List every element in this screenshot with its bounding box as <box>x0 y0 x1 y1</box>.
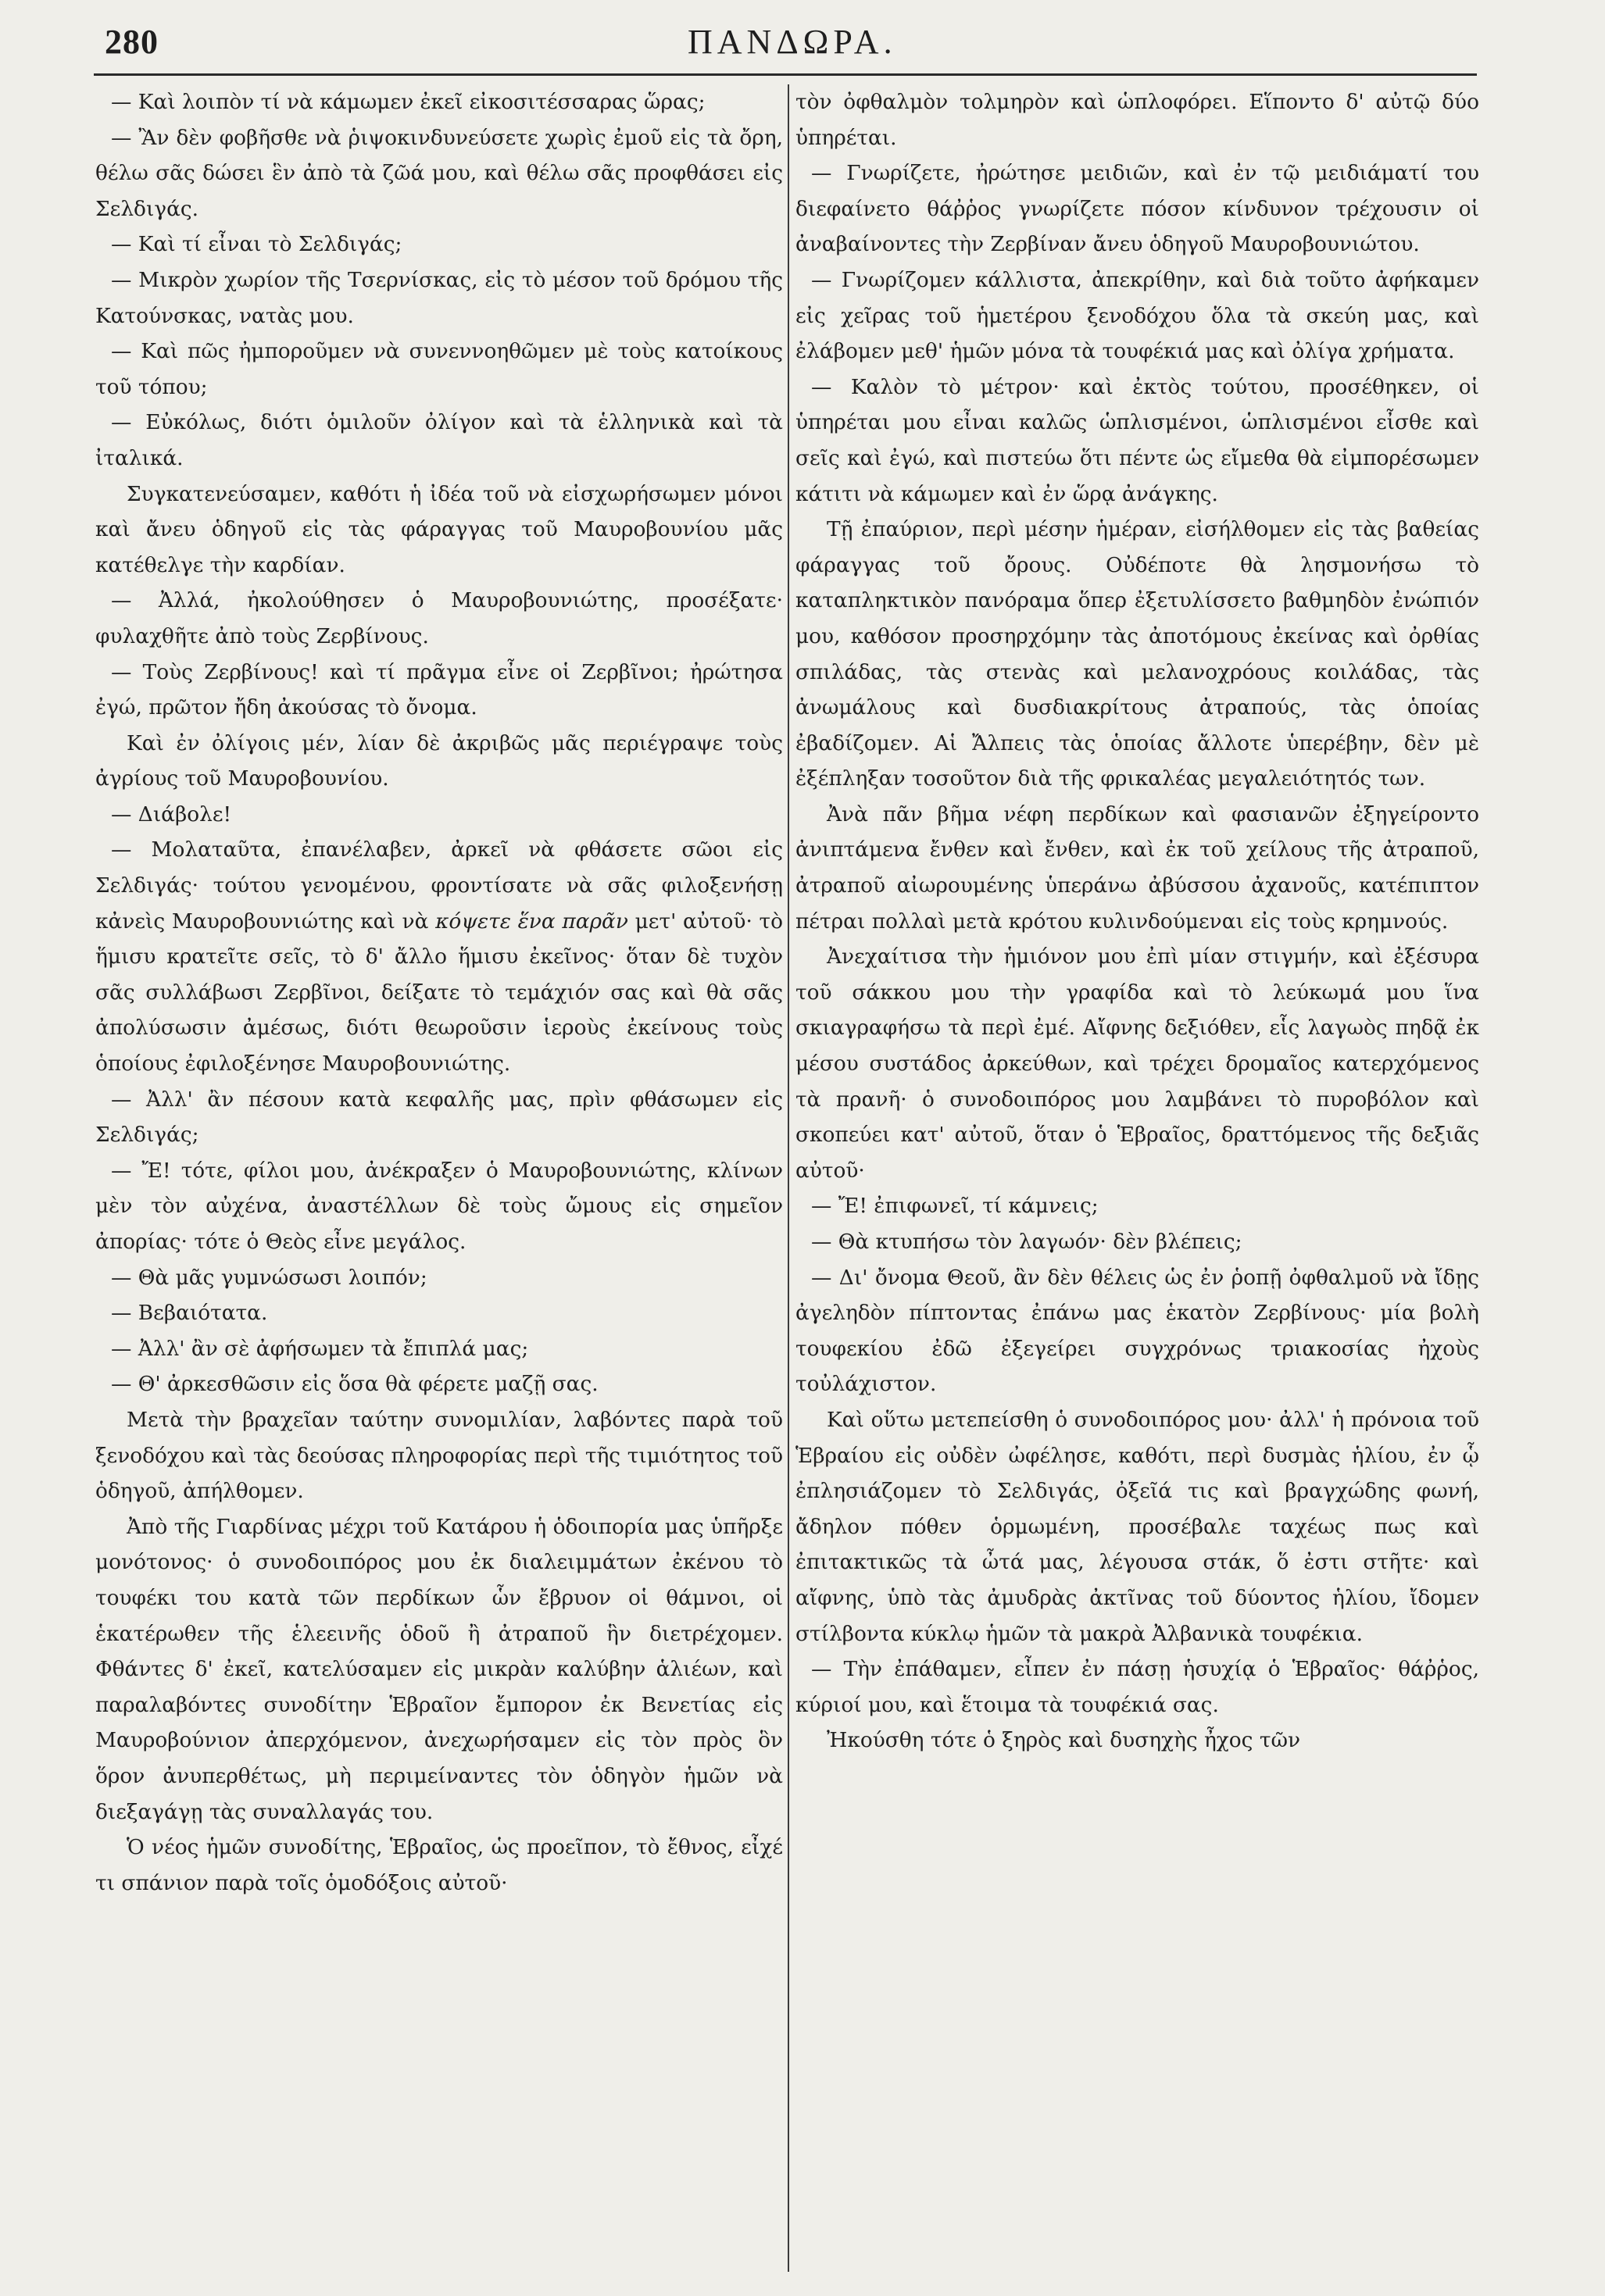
paragraph: — Καλὸν τὸ μέτρον· καὶ ἐκτὸς τούτου, προσέθηκεν, οἱ ὑπηρέται μου εἶναι καλῶς ὡπλισμένοι, ὡπλισμένοι εἶσθε καὶ σεῖς καὶ ἐγώ, καὶ πιστεύω ὅτι πέντε ὡς εἴμεθα θὰ εἰμπορέσωμεν κάτιτι νὰ κάμωμεν καὶ ἐν ὥρᾳ ἀνάγκης. <box>795 374 1479 506</box>
paragraph: — Μικρὸν χωρίον τῆς Τσερνίσκας, εἰς τὸ μέσον τοῦ δρόμου τῆς Κατούνσκας, νατὰς μου. <box>95 267 783 328</box>
paragraph: Τῇ ἐπαύριον, περὶ μέσην ἡμέραν, εἰσήλθομεν εἰς τὰς βαθείας φάραγγας τοῦ ὄρους. Οὐδέποτε θὰ λησμονήσω τὸ καταπληκτικὸν πανόραμα ὅπερ ἐξετυλίσσετο βαθμηδὸν ἐνώπιόν μου, καθόσον προσηρχόμην τὰς ἀποτόμους ἐκείνας καὶ ὀρθίας σπιλάδας, τὰς στενὰς καὶ μελανοχρόους κοιλάδας, τὰς ἀνωμάλους καὶ δυσδιακρίτους ἀτραπούς, τὰς ὁποίας ἐβαδίζομεν. Αἱ Ἄλπεις τὰς ὁποίας ἄλλοτε ὑπερέβην, δὲν μὲ ἐξέπληξαν τοσοῦτον διὰ τῆς φρικαλέας μεγαλειότητός των. <box>795 517 1479 791</box>
right-column <box>795 84 1479 2280</box>
italic-phrase: κόψετε ἕνα παρᾶν <box>435 909 628 934</box>
paragraph: — Θ' ἀρκεσθῶσιν εἰς ὅσα θὰ φέρετε μαζῇ σας. <box>111 1372 599 1397</box>
paragraph: — Ἂν δὲν φοβῆσθε νὰ ῥιψοκινδυνεύσετε χωρὶς ἐμοῦ εἰς τὰ ὄρη, θέλω σᾶς δώσει ἓν ἀπὸ τὰ ζῶά μου, καὶ θέλω σᾶς προφθάσει εἰς Σελδιγάς. <box>95 125 783 221</box>
paragraph: Μετὰ τὴν βραχεῖαν ταύτην συνομιλίαν, λαβόντες παρὰ τοῦ ξενοδόχου καὶ τὰς δεούσας πληροφορίας περὶ τῆς τιμιότητος τοῦ ὁδηγοῦ, ἀπήλθομεν. <box>95 1407 783 1504</box>
paragraph: — Ἀλλά, ἠκολούθησεν ὁ Μαυροβουνιώτης, προσέξατε· φυλαχθῆτε ἀπὸ τοὺς Ζερβίνους. <box>95 588 783 648</box>
paragraph: Καὶ ἐν ὀλίγοις μέν, λίαν δὲ ἀκριβῶς μᾶς περιέγραψε τοὺς ἀγρίους τοῦ Μαυροβουνίου. <box>95 730 783 791</box>
left-column <box>95 84 783 2280</box>
paragraph: — Διάβολε! <box>111 802 232 827</box>
paragraph: — Τὴν ἐπάθαμεν, εἶπεν ἐν πάσῃ ἡσυχίᾳ ὁ Ἑβραῖος· θάῤῥος, κύριοί μου, καὶ ἕτοιμα τὰ τουφέκιά σας. <box>795 1657 1479 1717</box>
paragraph: Ἀνὰ πᾶν βῆμα νέφη περδίκων καὶ φασιανῶν ἐξηγείροντο ἀνιπτάμενα ἔνθεν καὶ ἔνθεν, καὶ ἐκ τοῦ χείλους τῆς ἀτραποῦ, ἀτραποῦ αἰωρουμένης ὑπεράνω ἀβύσσου ἀχανοῦς, κατέπιπτον πέτραι πολλαὶ μετὰ κρότου κυλινδούμεναι εἰς τοὺς κρημνούς. <box>795 802 1479 934</box>
paragraph: — Ἔ! τότε, φίλοι μου, ἀνέκραξεν ὁ Μαυροβουνιώτης, κλίνων μὲν τὸν αὐχένα, ἀναστέλλων δὲ τοὺς ὤμους εἰς σημεῖον ἀπορίας· τότε ὁ Θεὸς εἶνε μεγάλος. <box>95 1158 783 1254</box>
paragraph: — Γνωρίζετε, ἠρώτησε μειδιῶν, καὶ ἐν τῷ μειδιάματί του διεφαίνετο θάῤῥος γνωρίζετε πόσον κίνδυνον τρέχουσιν οἱ ἀναβαίνοντες τὴν Ζερβίναν ἄνευ ὁδηγοῦ Μαυροβουνιώτου. <box>795 161 1479 257</box>
paragraph: Ἀπὸ τῆς Γιαρδίνας μέχρι τοῦ Κατάρου ἡ ὁδοιπορία μας ὑπῆρξε μονότονος· ὁ συνοδοιπόρος μου ἐκ διαλειμμάτων ἐκένου τὸ τουφέκι του κατὰ τῶν περδίκων ὧν ἔβρυον οἱ θάμνοι, οἱ ἑκατέρωθεν τῆς ἑλεεινῆς ὁδοῦ ἢ ἀτραποῦ ἣν διετρέχομεν. Φθάντες δ' ἐκεῖ, κατελύσαμεν εἰς μικρὰν καλύβην ἁλιέων, καὶ παραλαβόντες συνοδίτην Ἑβραῖον ἔμπορον ἐκ Βενετίας εἰς Μαυροβούνιον ἀπερχόμενον, ἀνεχωρήσαμεν εἰς τὸν πρὸς ὃν ὅρον ἀνυπερθέτως, μὴ περιμείναντες τὸν ὁδηγὸν ἡμῶν νὰ διεξαγάγῃ τὰς συναλλαγάς του. <box>95 1514 783 1824</box>
paragraph-text: μετ' αὐτοῦ· τὸ ἥμισυ κρατεῖτε σεῖς, τὸ δ' ἄλλο ἥμισυ ἐκεῖνος· ὅταν δὲ τυχὸν σᾶς συλλάβωσι Ζερβῖνοι, δείξατε τὸ τεμάχιόν σας καὶ θὰ σᾶς ἀπολύσωσιν ἀμέσως, διότι θεωροῦσιν ἱεροὺς ἐκείνους τοὺς ὁποίους ἐφιλοξένησε Μαυροβουνιώτης. <box>95 909 783 1077</box>
paragraph: — Ἀλλ' ἂν σὲ ἀφήσωμεν τὰ ἔπιπλά μας; <box>111 1336 529 1361</box>
page-header <box>94 17 1500 64</box>
paragraph-text: — Μολαταῦτα, ἐπανέλαβεν, ἀρκεῖ νὰ φθάσετε σῶοι εἰς Σελδιγάς· τούτου γενομένου, φροντίσατε νὰ σᾶς φιλοξενήσῃ κἀνεὶς Μαυροβουνιώτης καὶ νὰ <box>95 837 783 934</box>
paragraph: — Βεβαιότατα. <box>111 1301 268 1326</box>
paragraph: — Δι' ὄνομα Θεοῦ, ἂν δὲν θέλεις ὡς ἐν ῥοπῇ ὀφθαλμοῦ νὰ ἴδῃς ἀγεληδὸν πίπτοντας ἐπάνω μας ἑκατὸν Ζερβίνους· μία βολὴ τουφεκίου ἐδῶ ἐξεγείρει συγχρόνως τριακοσίας ἠχοὺς τοὐλάχιστον. <box>795 1265 1479 1397</box>
paragraph: — Εὐκόλως, διότι ὁμιλοῦν ὀλίγον καὶ τὰ ἑλληνικὰ καὶ τὰ ἰταλικά. <box>95 410 783 470</box>
paragraph: — Γνωρίζομεν κάλλιστα, ἀπεκρίθην, καὶ διὰ τοῦτο ἀφήκαμεν εἰς χεῖρας τοῦ ἡμετέρου ξενοδόχου ὅλα τὰ σκεύη μας, καὶ ἐλάβομεν μεθ' ἡμῶν μόνα τὰ τουφέκιά μας καὶ ὀλίγα χρήματα. <box>795 267 1479 364</box>
header-rule <box>94 73 1477 76</box>
page-number: 280 <box>105 23 159 61</box>
paragraph: — Καὶ τί εἶναι τὸ Σελδιγάς; <box>111 232 402 257</box>
paragraph <box>95 832 783 1081</box>
paragraph: — Θὰ μᾶς γυμνώσωσι λοιπόν; <box>111 1265 427 1290</box>
paragraph: Συγκατενεύσαμεν, καθότι ἡ ἰδέα τοῦ νὰ εἰσχωρήσωμεν μόνοι καὶ ἄνευ ὁδηγοῦ εἰς τὰς φάραγγας τοῦ Μαυροβουνίου μᾶς κατέθελγε τὴν καρδίαν. <box>95 481 783 577</box>
paragraph: τὸν ὀφθαλμὸν τολμηρὸν καὶ ὡπλοφόρει. Εἵποντο δ' αὐτῷ δύο ὑπηρέται. <box>795 90 1479 150</box>
paragraph: Ἠκούσθη τότε ὁ ξηρὸς καὶ δυσηχὴς ἦχος τῶν <box>827 1728 1301 1753</box>
paragraph: Καὶ οὕτω μετεπείσθη ὁ συνοδοιπόρος μου· ἀλλ' ἡ πρόνοια τοῦ Ἑβραίου εἰς οὐδὲν ὠφέλησε, καθότι, περὶ δυσμὰς ἡλίου, ἐν ᾧ ἐπλησιάζομεν τὸ Σελδιγάς, ὀξεῖά τις καὶ βραγχώδης φωνή, ἄδηλον πόθεν ὁρμωμένη, προσέβαλε ταχέως πως καὶ ἐπιτακτικῶς τὰ ὦτά μας, λέγουσα στάκ, ὅ ἐστι στῆτε· καὶ αἴφνης, ὑπὸ τὰς ἀμυδρὰς ἀκτῖνας τοῦ δύοντος ἡλίου, ἴδομεν στίλβοντα κύκλῳ ἡμῶν τὰ μακρὰ Ἀλβανικὰ τουφέκια. <box>795 1407 1479 1646</box>
paragraph: — Ἔ! ἐπιφωνεῖ, τί κάμνεις; <box>811 1194 1099 1219</box>
paragraph: — Καὶ λοιπὸν τί νὰ κάμωμεν ἐκεῖ εἰκοσιτέσσαρας ὥρας; <box>111 90 706 114</box>
paragraph: — Θὰ κτυπήσω τὸν λαγωόν· δὲν βλέπεις; <box>811 1230 1242 1254</box>
paragraph: — Τοὺς Ζερβίνους! καὶ τί πρᾶγμα εἶνε οἱ Ζερβῖνοι; ἠρώτησα ἐγώ, πρῶτον ἤδη ἀκούσας τὸ ὄνομα. <box>95 659 783 720</box>
paragraph: Ἀνεχαίτισα τὴν ἡμιόνον μου ἐπὶ μίαν στιγμήν, καὶ ἐξέσυρα τοῦ σάκκου μου τὴν γραφίδα καὶ τὸ λεύκωμά μου ἵνα σκιαγραφήσω τὰ περὶ ἐμέ. Αἴφνης δεξιόθεν, εἷς λαγωὸς πηδᾷ ἐκ μέσου συστάδος ἀρκεύθων, καὶ τρέχει δρομαῖος κατερχόμενος τὰ πρανῆ· ὁ συνοδοιπόρος μου λαμβάνει τὸ πυροβόλον καὶ σκοπεύει κατ' αὐτοῦ, ὅταν ὁ Ἑβραῖος, δραττόμενος τῆς δεξιᾶς αὐτοῦ· <box>795 944 1479 1183</box>
paragraph: — Καὶ πῶς ἠμποροῦμεν νὰ συνεννοηθῶμεν μὲ τοὺς κατοίκους τοῦ τόπου; <box>95 339 783 399</box>
column-divider <box>788 84 789 2272</box>
running-title: ΠΑΝΔΩΡΑ. <box>688 23 897 61</box>
paragraph: — Ἀλλ' ἂν πέσουν κατὰ κεφαλῆς μας, πρὶν φθάσωμεν εἰς Σελδιγάς; <box>95 1087 783 1148</box>
paragraph: Ὁ νέος ἡμῶν συνοδίτης, Ἑβραῖος, ὡς προεῖπον, τὸ ἔθνος, εἶχέ τι σπάνιον παρὰ τοῖς ὁμοδόξοις αὐτοῦ· <box>95 1835 783 1895</box>
